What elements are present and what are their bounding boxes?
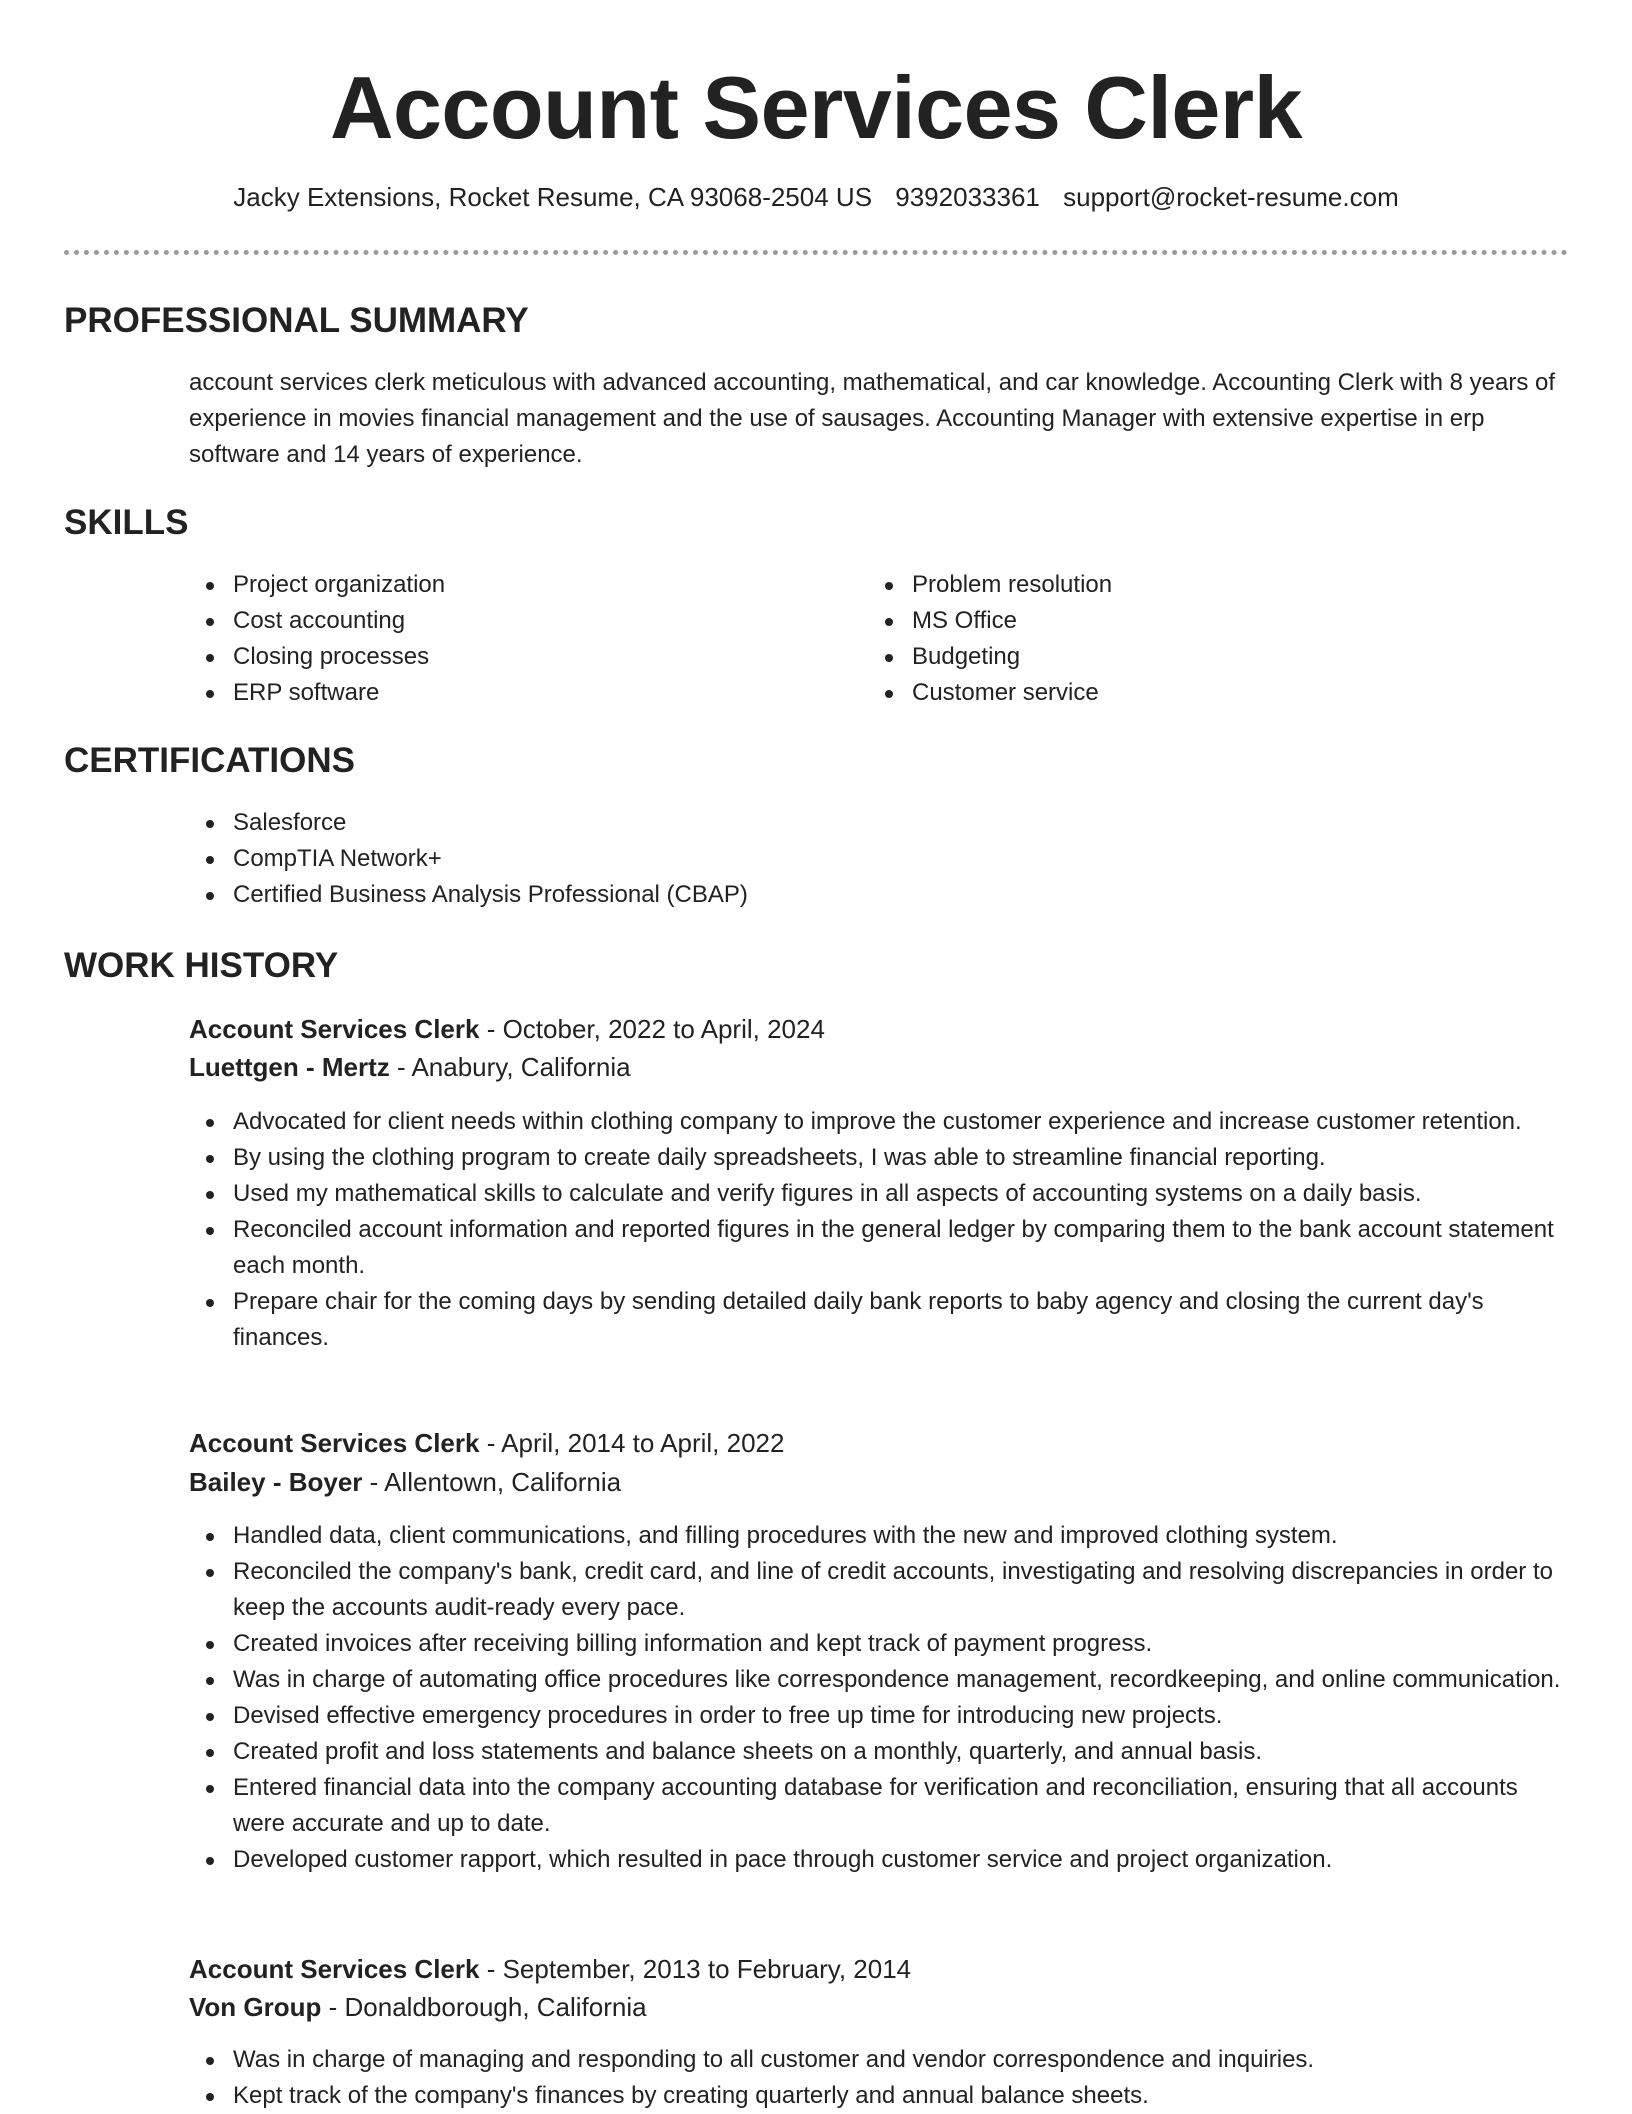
summary-text: account services clerk meticulous with advanced accounting, mathematical, and car knowledge. Accounting Clerk with 8 years of experience in movies financial management and the use of sausages. Accounting Manager with extensive expertise in erp software and 14 years of experience. (189, 369, 1556, 468)
job-title-line (189, 1011, 825, 1047)
job-dates: - September, 2013 to February, 2014 (486, 1954, 912, 1984)
contact-phone: 9392033361 (895, 182, 1040, 212)
list-item: Entered financial data into the company accounting database for verification and reconciliation, ensuring that all accounts were accurate and up to date. (189, 1770, 1564, 1842)
list-item: Was in charge of managing and responding to all customer and vendor correspondence and inquiries. (189, 2042, 1564, 2078)
list-item: Devised effective emergency procedures in order to free up time for introducing new projects. (189, 1698, 1564, 1734)
list-item: Developed customer rapport, which resulted in pace through customer service and project organization. (189, 1842, 1564, 1878)
contact-email: support@rocket-resume.com (1063, 182, 1399, 212)
list-item: Certified Business Analysis Professional (CBAP) (189, 877, 1189, 913)
contact-line (0, 180, 1632, 214)
job-location: - Donaldborough, California (328, 1992, 647, 2022)
certifications-list (189, 805, 1189, 913)
job-company: Luettgen - Mertz (189, 1052, 390, 1082)
header-divider (64, 250, 1568, 255)
list-item: Budgeting (868, 639, 1508, 675)
job-company: Von Group (189, 1992, 322, 2022)
list-item: Advocated for client needs within clothing company to improve the customer experience and increase customer retention. (189, 1104, 1564, 1140)
list-item: Kept track of the company's finances by creating quarterly and annual balance sheets. (189, 2078, 1564, 2114)
job-duties-list (189, 1518, 1564, 1878)
list-item: Closing processes (189, 639, 829, 675)
job-location: - Allentown, California (369, 1467, 622, 1497)
list-item: Prepare chair for the coming days by sending detailed daily bank reports to baby agency and closing the current day's finances. (189, 1284, 1564, 1356)
job-title: Account Services Clerk (189, 1954, 480, 1984)
job-company-line (189, 1464, 621, 1500)
list-item: Customer service (868, 675, 1508, 711)
summary-heading: PROFESSIONAL SUMMARY (64, 301, 529, 340)
list-item: By using the clothing program to create daily spreadsheets, I was able to streamline financial reporting. (189, 1140, 1564, 1176)
job-title-line (189, 1951, 911, 1987)
job-duties-list (189, 2042, 1564, 2114)
skills-heading: SKILLS (64, 503, 189, 542)
list-item: Created profit and loss statements and balance sheets on a monthly, quarterly, and annual basis. (189, 1734, 1564, 1770)
job-company: Bailey - Boyer (189, 1467, 363, 1497)
list-item: CompTIA Network+ (189, 841, 1189, 877)
list-item: MS Office (868, 603, 1508, 639)
list-item: Cost accounting (189, 603, 829, 639)
job-dates: - April, 2014 to April, 2022 (486, 1428, 785, 1458)
list-item: Reconciled the company's bank, credit card, and line of credit accounts, investigating and resolving discrepancies in order to keep the accounts audit-ready every pace. (189, 1554, 1564, 1626)
job-company-line (189, 1989, 647, 2025)
list-item: Created invoices after receiving billing information and kept track of payment progress. (189, 1626, 1564, 1662)
job-title: Account Services Clerk (189, 1014, 480, 1044)
job-dates: - October, 2022 to April, 2024 (486, 1014, 825, 1044)
list-item: Reconciled account information and reported figures in the general ledger by comparing them to the bank account statement each month. (189, 1212, 1564, 1284)
list-item: ERP software (189, 675, 829, 711)
list-item: Handled data, client communications, and filling procedures with the new and improved clothing system. (189, 1518, 1564, 1554)
job-title-line (189, 1425, 784, 1461)
list-item: Was in charge of automating office procedures like correspondence management, recordkeeping, and online communication. (189, 1662, 1564, 1698)
contact-address: Jacky Extensions, Rocket Resume, CA 93068-2504 US (233, 182, 873, 212)
list-item: Used my mathematical skills to calculate and verify figures in all aspects of accounting systems on a daily basis. (189, 1176, 1564, 1212)
certifications-heading: CERTIFICATIONS (64, 741, 356, 780)
work-history-heading: WORK HISTORY (64, 946, 339, 985)
list-item: Project organization (189, 567, 829, 603)
list-item: Problem resolution (868, 567, 1508, 603)
job-location: - Anabury, California (397, 1052, 631, 1082)
resume-name: Account Services Clerk (329, 58, 1303, 157)
skills-list-left (189, 567, 829, 711)
job-company-line (189, 1049, 631, 1085)
job-title: Account Services Clerk (189, 1428, 480, 1458)
job-duties-list (189, 1104, 1564, 1356)
skills-list-right (868, 567, 1508, 711)
list-item: Salesforce (189, 805, 1189, 841)
